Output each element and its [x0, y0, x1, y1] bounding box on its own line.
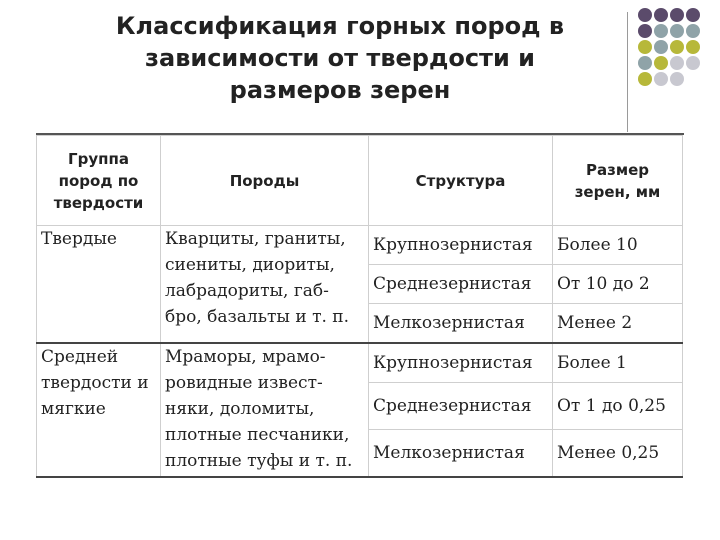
page-title: Классификация горных пород в зависимости от твердости и размеров зерен: [115, 12, 565, 104]
decorative-dot: [638, 72, 652, 86]
grain-size-cell: Менее 2: [553, 304, 683, 344]
decorative-dot: [670, 24, 684, 38]
header-grain-size: Размер зерен, мм: [553, 136, 683, 226]
decorative-dot: [670, 40, 684, 54]
decorative-dot: [638, 24, 652, 38]
decorative-dot: [670, 72, 684, 86]
decorative-dot: [638, 40, 652, 54]
decorative-dot: [686, 8, 700, 22]
header-structure: Структура: [369, 136, 553, 226]
decorative-dot: [654, 40, 668, 54]
divider-line: [627, 12, 628, 132]
table-row: [37, 226, 683, 265]
decorative-dot: [686, 72, 700, 86]
decorative-dot: [670, 56, 684, 70]
decorative-dot-grid: [638, 8, 700, 86]
header-rocks: Породы: [161, 136, 369, 226]
structure-cell: Крупнозернистая: [369, 343, 553, 383]
structure-cell: Среднезернистая: [369, 265, 553, 304]
decorative-dot: [638, 8, 652, 22]
decorative-dot: [670, 8, 684, 22]
decorative-dot: [654, 56, 668, 70]
decorative-dot: [654, 24, 668, 38]
decorative-dot: [686, 24, 700, 38]
decorative-dot: [686, 56, 700, 70]
structure-cell: Мелкозернистая: [369, 304, 553, 344]
grain-size-cell: Более 1: [553, 343, 683, 383]
group-name: Твердые: [37, 226, 161, 344]
grain-size-cell: От 10 до 2: [553, 265, 683, 304]
grain-size-cell: Менее 0,25: [553, 430, 683, 478]
rocks-list: Мраморы, мрамо-ровидные извест-няки, доломиты, плотные песчаники, плотные туфы и т. п.: [161, 343, 369, 477]
grain-size-cell: От 1 до 0,25: [553, 383, 683, 430]
table-header-row: [37, 136, 683, 226]
structure-cell: Крупнозернистая: [369, 226, 553, 265]
structure-cell: Среднезернистая: [369, 383, 553, 430]
table-row: [37, 343, 683, 383]
decorative-dot: [654, 72, 668, 86]
header-group: Группа пород по твердости: [37, 136, 161, 226]
decorative-dot: [686, 40, 700, 54]
grain-size-cell: Более 10: [553, 226, 683, 265]
group-name: Средней твердости и мягкие: [37, 343, 161, 477]
rock-classification-table: [36, 135, 683, 478]
decorative-dot: [654, 8, 668, 22]
structure-cell: Мелкозернистая: [369, 430, 553, 478]
rocks-list: Кварциты, граниты, сиениты, диориты, лабрадориты, габ-бро, базальты и т. п.: [161, 226, 369, 344]
decorative-dot: [638, 56, 652, 70]
